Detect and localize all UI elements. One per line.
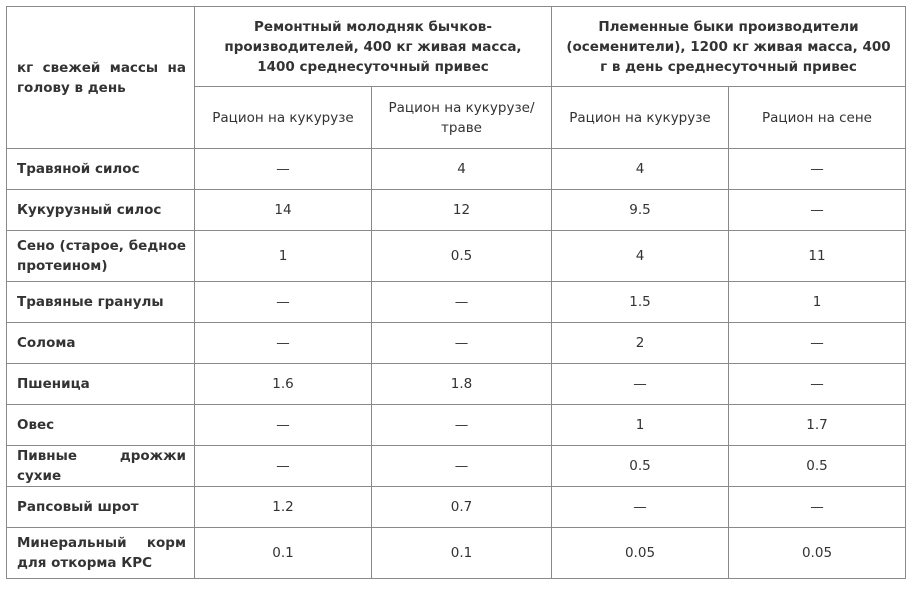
table-cell: 1 <box>552 405 729 446</box>
corner-header: кг свежей массы на голову в день <box>7 7 195 149</box>
table-cell: 14 <box>195 190 372 231</box>
table-cell: 9.5 <box>552 190 729 231</box>
table-row <box>7 405 906 446</box>
table-row <box>7 528 906 579</box>
table-cell: — <box>729 190 906 231</box>
table-cell: — <box>195 405 372 446</box>
table-cell: 0.1 <box>195 528 372 579</box>
row-label: Овес <box>7 405 195 446</box>
table-cell: 2 <box>552 323 729 364</box>
table-cell: 1.6 <box>195 364 372 405</box>
table-cell: — <box>372 282 552 323</box>
table-cell: 4 <box>372 149 552 190</box>
table-cell: 1 <box>729 282 906 323</box>
table-cell: 4 <box>552 231 729 282</box>
row-label: Солома <box>7 323 195 364</box>
row-label: Сено (старое, бедное протеином) <box>7 231 195 282</box>
table-cell: — <box>195 149 372 190</box>
table-cell: — <box>372 446 552 487</box>
subheader-corn-grass-ration: Рацион на кукурузе/траве <box>372 87 552 149</box>
table-cell: — <box>552 364 729 405</box>
table-cell: 0.5 <box>372 231 552 282</box>
table-cell: — <box>729 323 906 364</box>
table-row <box>7 446 906 487</box>
table-cell: — <box>372 405 552 446</box>
table-cell: — <box>729 487 906 528</box>
table-cell: 1.2 <box>195 487 372 528</box>
table-cell: 0.05 <box>552 528 729 579</box>
table-cell: — <box>372 323 552 364</box>
table-row <box>7 487 906 528</box>
table-row <box>7 149 906 190</box>
table-cell: 1 <box>195 231 372 282</box>
row-label: Рапсовый шрот <box>7 487 195 528</box>
table-cell: 1.5 <box>552 282 729 323</box>
table-cell: 0.5 <box>729 446 906 487</box>
table-row <box>7 282 906 323</box>
subheader-corn-ration: Рацион на кукурузе <box>552 87 729 149</box>
group-header-breeding-bulls: Племенные быки производители (осеменители), 1200 кг живая масса, 400 г в день среднесуточный привес <box>552 7 906 87</box>
row-label: Кукурузный силос <box>7 190 195 231</box>
group-header-young-bulls: Ремонтный молодняк бычков-производителей, 400 кг живая масса, 1400 среднесуточный привес <box>195 7 552 87</box>
row-label: Травяной силос <box>7 149 195 190</box>
table-header-row <box>7 7 906 87</box>
table-cell: 0.7 <box>372 487 552 528</box>
table-cell: 1.8 <box>372 364 552 405</box>
row-label: Пивные дрожжи сухие <box>7 446 195 487</box>
row-label: Травяные гранулы <box>7 282 195 323</box>
table-cell: 11 <box>729 231 906 282</box>
table-cell: — <box>552 487 729 528</box>
table-cell: 0.05 <box>729 528 906 579</box>
table-row <box>7 364 906 405</box>
table-cell: — <box>195 282 372 323</box>
subheader-corn-ration: Рацион на кукурузе <box>195 87 372 149</box>
row-label: Минеральный корм для откорма КРС <box>7 528 195 579</box>
table-cell: 12 <box>372 190 552 231</box>
table-cell: 0.1 <box>372 528 552 579</box>
table-cell: — <box>729 364 906 405</box>
table-cell: — <box>729 149 906 190</box>
feed-ration-table <box>6 6 906 579</box>
row-label: Пшеница <box>7 364 195 405</box>
table-row <box>7 323 906 364</box>
table-cell: — <box>195 446 372 487</box>
table-body <box>7 149 906 579</box>
table-cell: 4 <box>552 149 729 190</box>
table-cell: 0.5 <box>552 446 729 487</box>
table-cell: — <box>195 323 372 364</box>
table-cell: 1.7 <box>729 405 906 446</box>
subheader-hay-ration: Рацион на сене <box>729 87 906 149</box>
table-row <box>7 231 906 282</box>
table-row <box>7 190 906 231</box>
